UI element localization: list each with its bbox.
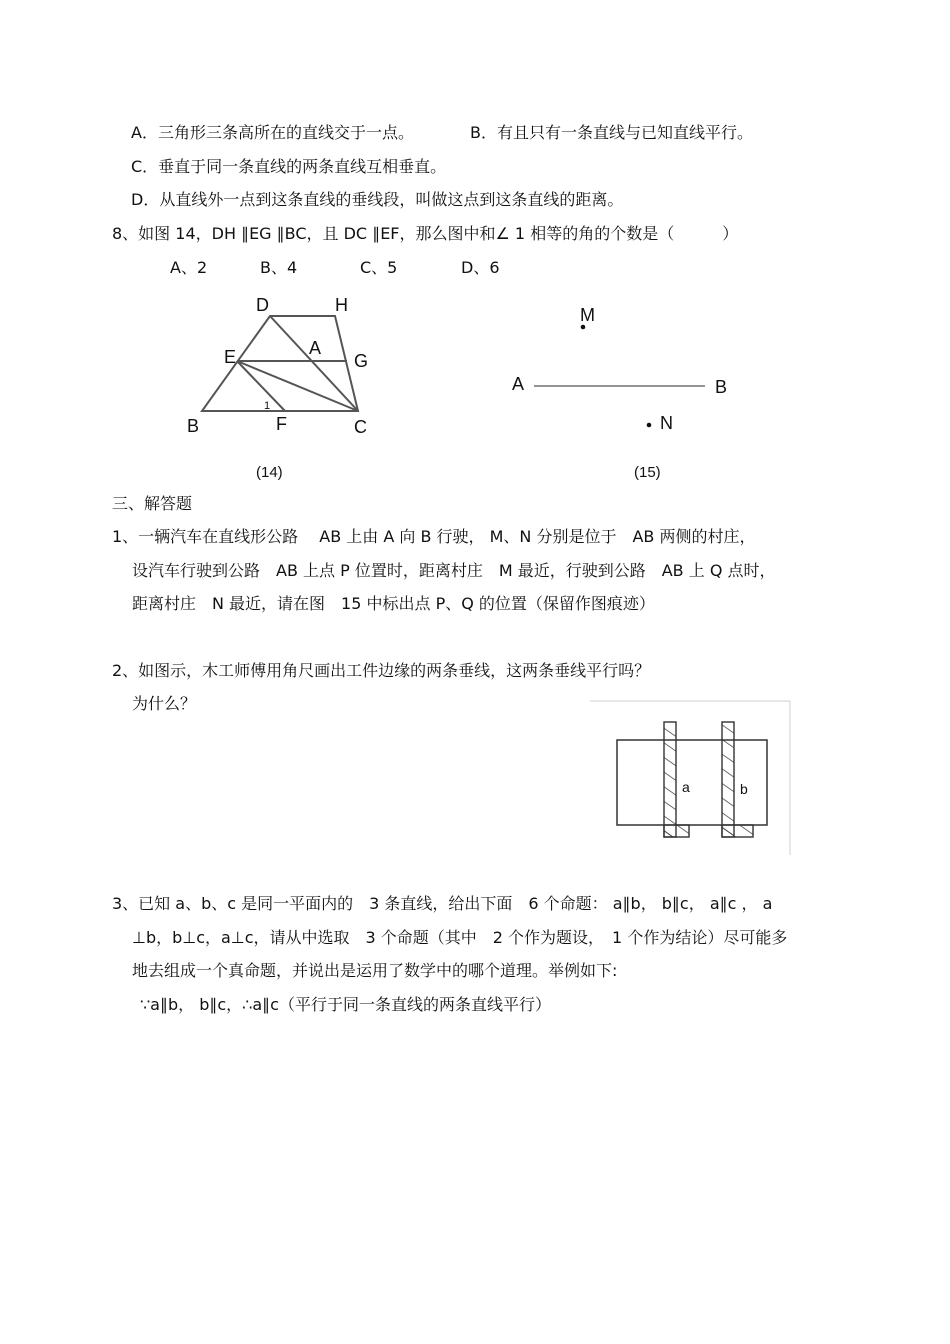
label-d: D — [256, 295, 269, 315]
q7-option-c: C．垂直于同一条直线的两条直线互相垂直。 — [131, 157, 447, 176]
p3-line3: 地去组成一个真命题，并说出是运用了数学中的哪个道理。举例如下: — [132, 961, 618, 980]
section-heading: 三、解答题 — [112, 494, 193, 513]
label-line-b: b — [740, 781, 748, 797]
q7-option-b: B．有且只有一条直线与已知直线平行。 — [470, 123, 753, 142]
q8-choice-b: B、4 — [260, 258, 298, 277]
q8-stem: 8、如图 14，DH ∥EG ∥BC，且 DC ∥EF，那么图中和∠ 1 相等的角的个数是（ ） — [112, 224, 739, 243]
p3-line1: 3、已知 a、b、c 是同一平面内的 3 条直线，给出下面 6 个命题： a∥b， b∥c， a∥c ， a — [112, 894, 773, 913]
p1-line2: 设汽车行驶到公路 AB 上点 P 位置时，距离村庄 M 最近，行驶到公路 AB 上 Q 点时， — [132, 561, 776, 580]
label-g: G — [354, 351, 369, 371]
label-b15: B — [715, 377, 728, 397]
p1-line1: 1、一辆汽车在直线形公路 AB 上由 A 向 B 行驶， M、N 分别是位于 AB 两侧的村庄， — [112, 527, 756, 546]
label-b: B — [187, 416, 200, 436]
caption-15: (15) — [634, 464, 661, 481]
label-c: C — [354, 417, 367, 437]
q8-choice-d: D、6 — [461, 258, 500, 277]
caption-14: (14) — [256, 464, 283, 481]
label-e: E — [224, 347, 237, 367]
label-line-a: a — [682, 779, 690, 795]
p3-line2: ⊥b，b⊥c，a⊥c，请从中选取 3 个命题（其中 2 个作为题设， 1 个作为结论）尽可能多 — [132, 928, 788, 947]
p2-line2: 为什么？ — [132, 694, 197, 713]
label-m: M — [580, 305, 595, 325]
label-angle-1: 1 — [264, 400, 271, 412]
q7-option-d: D．从直线外一点到这条直线的垂线段，叫做这点到这条直线的距离。 — [131, 190, 624, 209]
q7-option-a: A．三角形三条高所在的直线交于一点。 — [131, 123, 414, 142]
label-h: H — [335, 295, 348, 315]
label-a: A — [309, 338, 322, 358]
q8-choice-c: C、5 — [360, 258, 398, 277]
p2-line1: 2、如图示，木工师傅用角尺画出工件边缘的两条垂线，这两条垂线平行吗？ — [112, 661, 651, 680]
label-n: N — [660, 413, 673, 433]
p1-line3: 距离村庄 N 最近，请在图 15 中标出点 P、Q 的位置（保留作图痕迹） — [132, 594, 655, 613]
p3-line4: ∵a∥b， b∥c，∴a∥c（平行于同一条直线的两条直线平行） — [140, 995, 551, 1014]
label-a15: A — [512, 374, 525, 394]
label-f: F — [276, 414, 287, 434]
q8-choice-a: A、2 — [170, 258, 208, 277]
